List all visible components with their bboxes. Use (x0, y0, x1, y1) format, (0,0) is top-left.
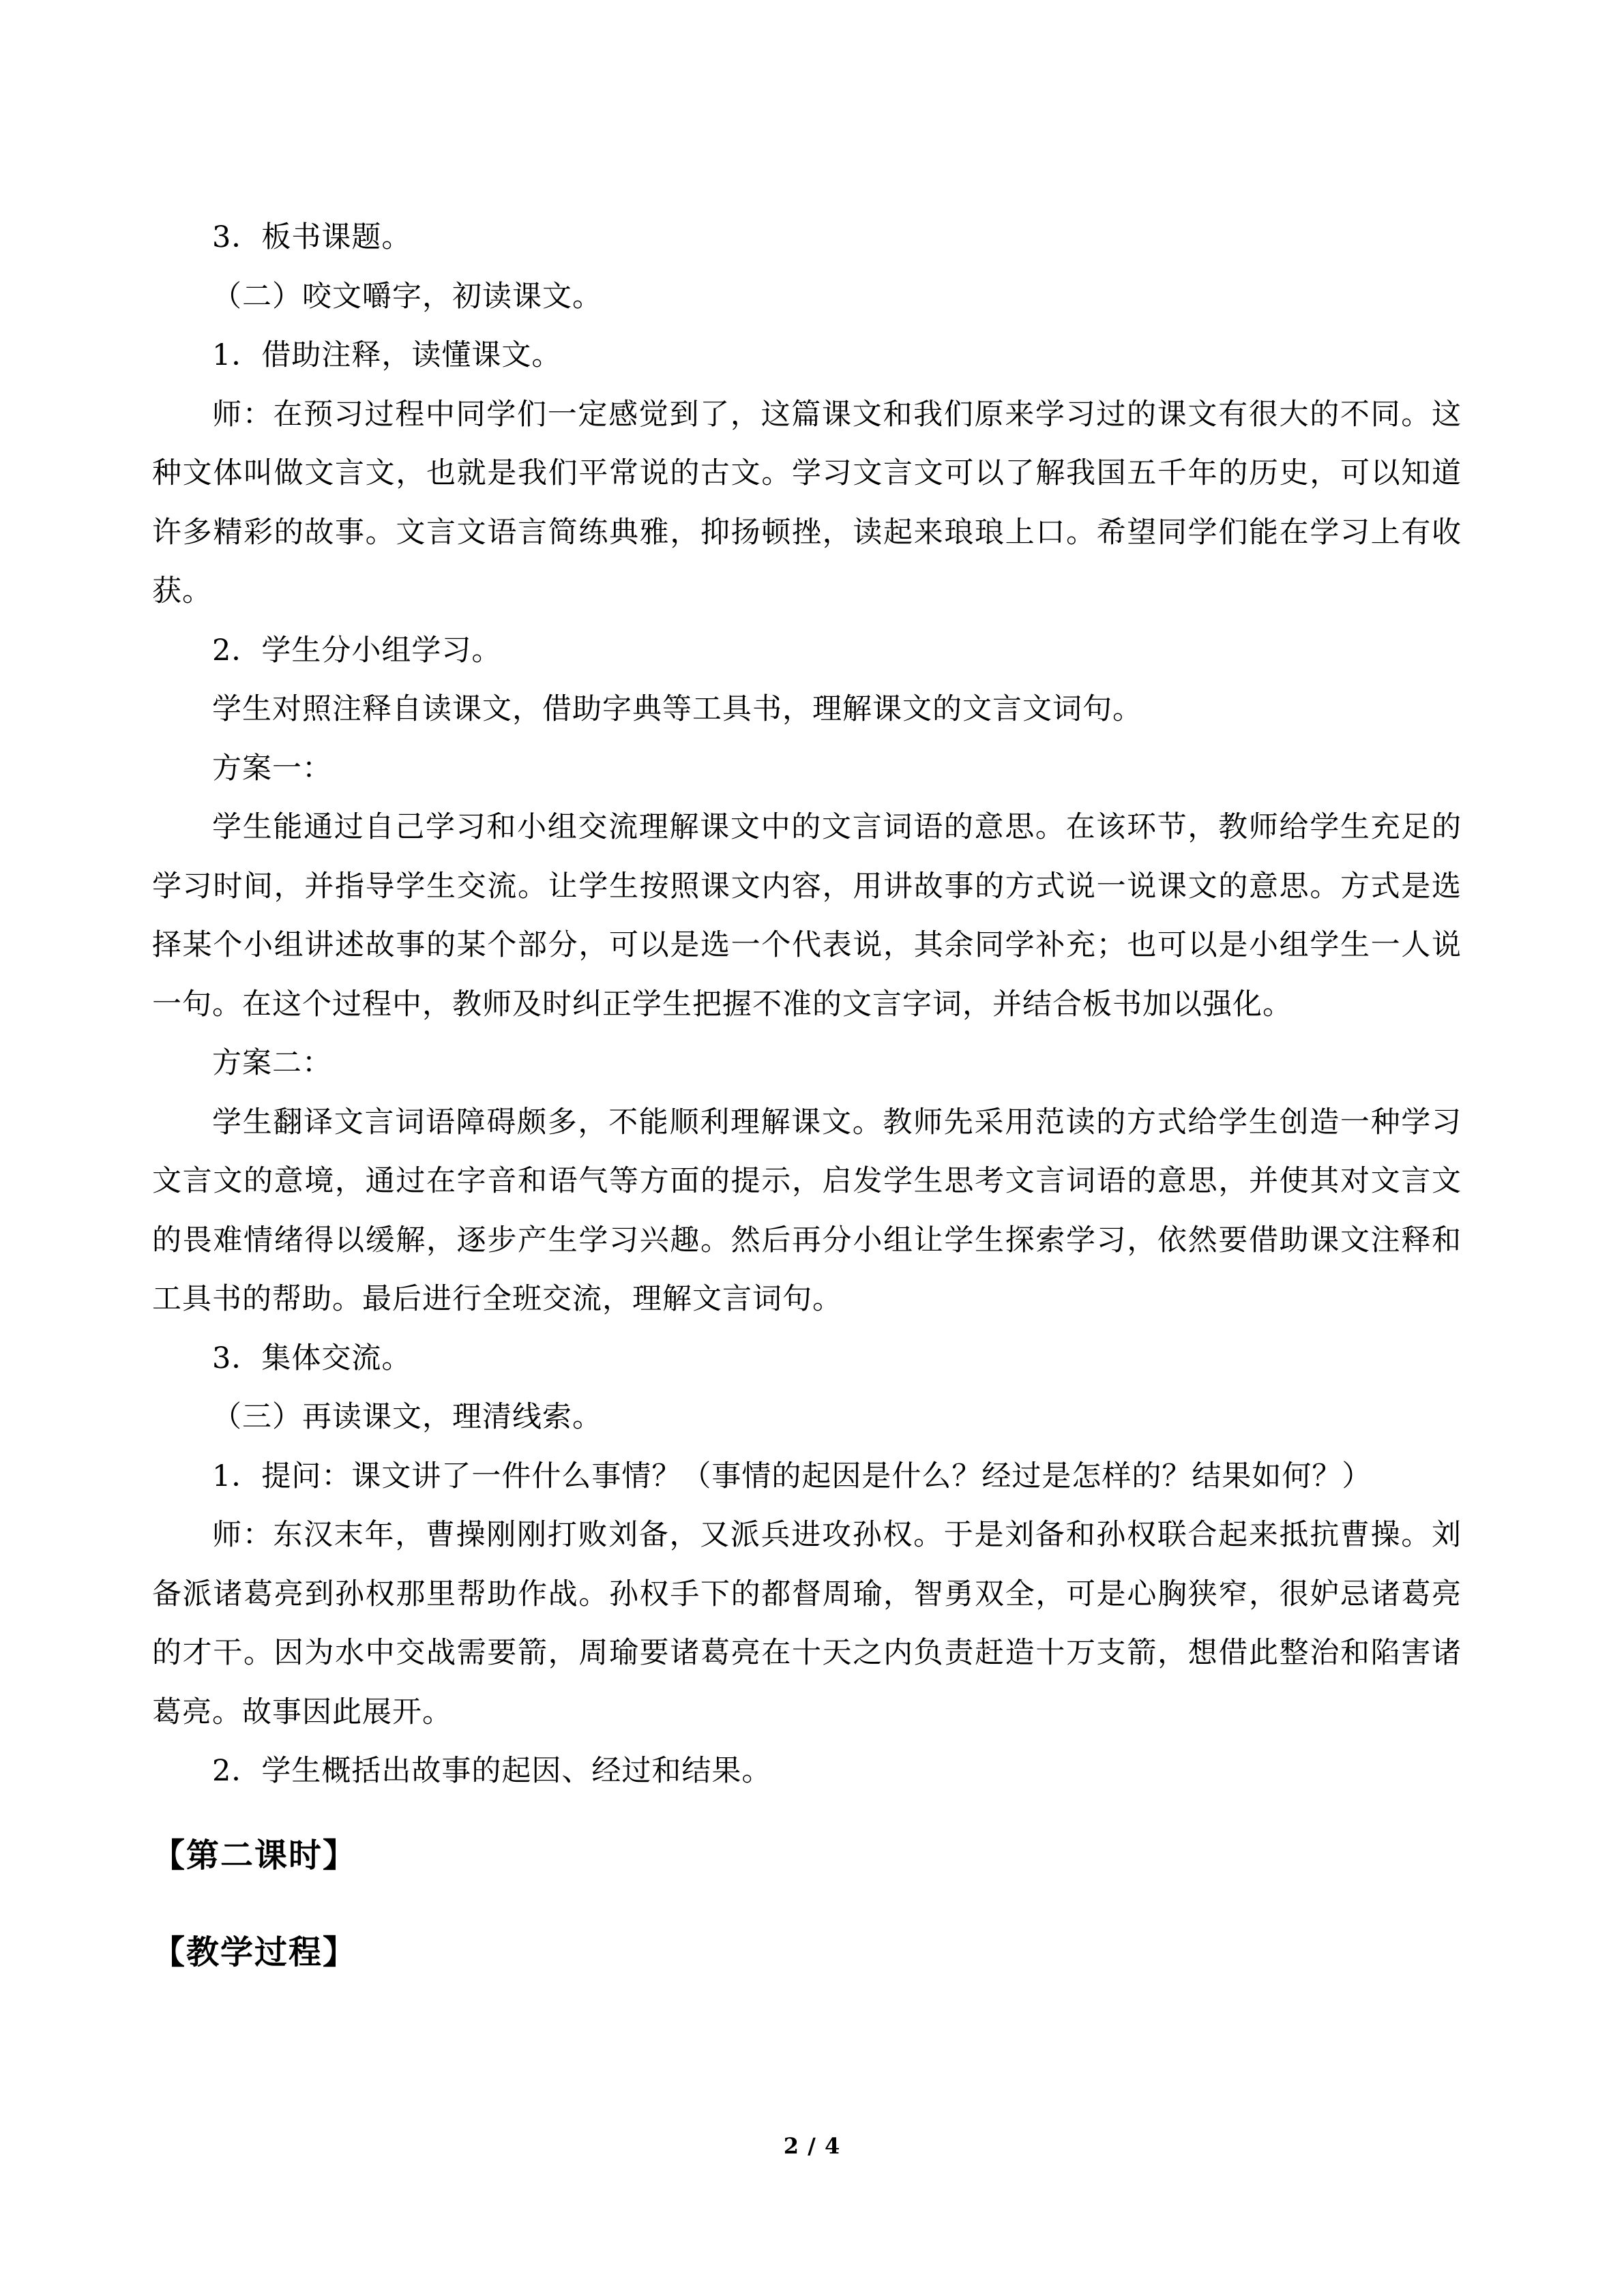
paragraph-section-2-heading: （二）咬文嚼字，初读课文。 (212, 279, 602, 314)
paragraph-step-2-summary: 2．学生概括出故事的起因、经过和结果。 (212, 1754, 772, 1788)
paragraph-section-3-heading: （三）再读课文，理清线索。 (212, 1400, 602, 1434)
paragraph-step-3-exchange: 3．集体交流。 (212, 1341, 412, 1375)
lesson-heading: 【第二课时】 (152, 1836, 357, 1875)
process-heading: 【教学过程】 (152, 1933, 357, 1971)
paragraph-teacher-intro: 师：在预习过程中同学们一定感觉到了，这篇课文和我们原来学习过的课文有很大的不同。这种文体叫做文言文，也就是我们平常说的古文。学习文言文可以了解我国五千年的历史，可以知道许多精彩的故事。文言文语言简练典雅，抑扬顿挫，读起来琅琅上口。希望同学们能在学习上有收获。 (152, 397, 1462, 608)
document-body (152, 208, 1462, 1980)
paragraph-step-1-question: 1．提问：课文讲了一件什么事情？（事情的起因是什么？经过是怎样的？结果如何？） (212, 1459, 1372, 1493)
paragraph-plan-one-body: 学生能通过自己学习和小组交流理解课文中的文言词语的意思。在该环节，教师给学生充足的学习时间，并指导学生交流。让学生按照课文内容，用讲故事的方式说一说课文的意思。方式是选择某个小组讲述故事的某个部分，可以是选一个代表说，其余同学补充；也可以是小组学生一人说一句。在这个过程中，教师及时纠正学生把握不准的文言字词，并结合板书加以强化。 (152, 810, 1462, 1022)
paragraph-teacher-story: 师：东汉末年，曹操刚刚打败刘备，又派兵进攻孙权。于是刘备和孙权联合起来抵抗曹操。刘备派诸葛亮到孙权那里帮助作战。孙权手下的都督周瑜，智勇双全，可是心胸狭窄，很妒忌诸葛亮的才干。因为水中交战需要箭，周瑜要诸葛亮在十天之内负责赶造十万支箭，想借此整治和陷害诸葛亮。故事因此展开。 (152, 1518, 1462, 1729)
paragraph-step-2-group: 2．学生分小组学习。 (212, 633, 502, 668)
page-number: 2 / 4 (783, 2133, 841, 2159)
paragraph-plan-two-label: 方案二： (212, 1046, 332, 1080)
paragraph-step-1-annotation: 1．借助注释，读懂课文。 (212, 338, 562, 372)
paragraph-step-3-title: 3．板书课题。 (212, 220, 412, 254)
paragraph-self-study: 学生对照注释自读课文，借助字典等工具书，理解课文的文言文词句。 (212, 692, 1142, 726)
paragraph-plan-one-label: 方案一： (212, 751, 332, 786)
paragraph-plan-two-body: 学生翻译文言词语障碍颇多，不能顺利理解课文。教师先采用范读的方式给学生创造一种学习文言文的意境，通过在字音和语气等方面的提示，启发学生思考文言词语的意思，并使其对文言文的畏难情绪得以缓解，逐步产生学习兴趣。然后再分小组让学生探索学习，依然要借助课文注释和工具书的帮助。最后进行全班交流，理解文言词句。 (152, 1105, 1462, 1316)
